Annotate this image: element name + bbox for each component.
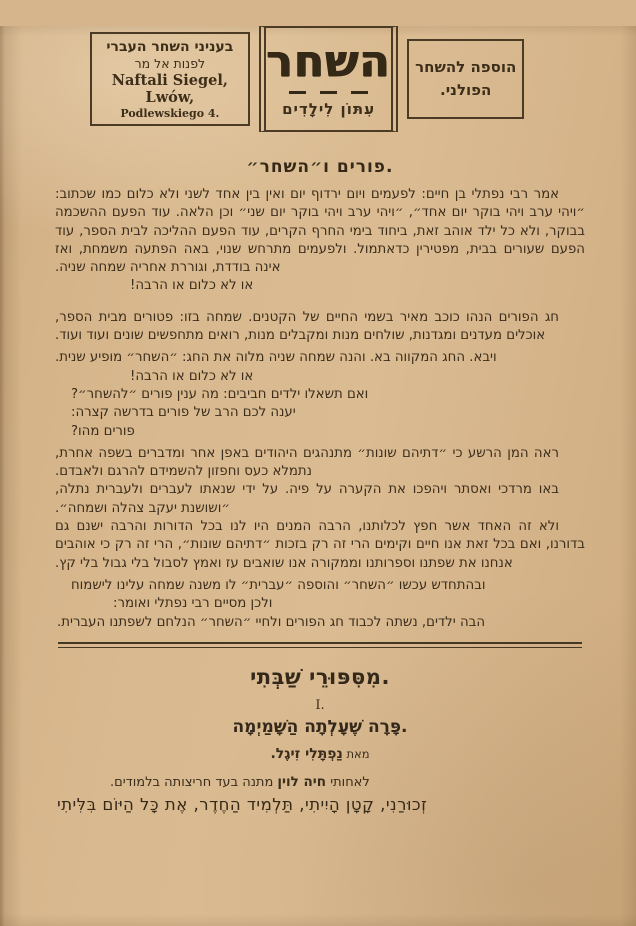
article-dialogue-line: ואם תשאלו ילדים חביבים: מה ענין פורים ״להשחר״? [71, 386, 369, 402]
dedication-prefix: לאחותי [326, 774, 370, 790]
newspaper-logo-box [259, 26, 399, 132]
supplement-note-line2: הפולני. [440, 81, 492, 99]
article-toast-line: הבה ילדים, נשתה לכבוד חג הפורים ולחיי ״השחר״ הנלחם לשפתנו העברית. [57, 614, 485, 630]
article-paragraph: ויבא. החג המקווה בא. והנה שמחה שניה מלוה את החג: ״השחר״ מופיע שנית. [55, 350, 497, 366]
article-paragraph: חג הפורים הנהו כוכב מאיר בשמי החיים של הקטנים. שמחה בזו: פטורים מבית הספר, אוכלים מעדנים ומגדנות, שולחים מנות ומקבלים מנות, רואים מתחפשים שונים ועוד ועוד. [55, 309, 559, 344]
masthead [90, 26, 524, 132]
dedication-suffix: מתנה בעד חריצותה בלמודים. [110, 774, 278, 790]
article-dialogue-line: יענה לכם הרב של פורים בדרשה קצרה: [71, 405, 296, 421]
byline-author-name: נַפְתָּלִי זִיגֶל. [270, 745, 343, 762]
article-paragraph: באו מרדכי ואסתר ויהפכו את הקערה על פיה. על ידי שנאתו לעברים ולעברית נתלה, ״ושושנת יעקב צהלה ושמחה״. [55, 482, 559, 516]
article-closing-line: ובהתחדש עכשו ״השחר״ והוספה ״עברית״ לו משנה שמחה עלינו לישמוח [71, 577, 486, 593]
scanned-newspaper-page [0, 26, 636, 926]
byline-prefix: מאת [342, 746, 370, 761]
article-paragraph: אמר רבי נפתלי בן חיים: לפעמים ויום ירדוף יום ואין בין אחד לשני ולא כלום כמו שכתוב: ״ויהי ערב ויהי בוקר יום אחד״, ״ויהי ערב ויהי בוקר יום שני״ וכן הלאה. עוד הפעם ההשכמה בבוקר, ולא כל ילד אוהב זאת, ביחוד בימי החרף הקרים, עוד הפעם ההליכה לבית הספר, עוד הפעם שעורים בבית, מפטירין כדאתמול. ולפעמים מתרחש שנוי, באה הפתעה משמחת, ואז אינה בודדת, וגוררת אחריה שמחה שניה. [55, 187, 585, 276]
dedication [55, 774, 585, 790]
section-divider-rule [58, 642, 582, 648]
article-paragraph: ראה המן הרשע כי ״דתיהם שונות״ מתנהגים היהודים באפן אחר ומדברים בשפה אחרת, נתמלא כעס וחפזון להשמידם להרגם ולאבדם. [55, 445, 559, 480]
newspaper-subtitle: עִתּוֹן לִילָדִים [282, 99, 376, 118]
article-dialogue-line: פורים מהו? [71, 423, 135, 439]
logo-underline-dashes [289, 91, 368, 94]
byline [55, 746, 585, 762]
article-paragraph: ולא זה האחד אשר חפץ לכלותנו, הרבה המנים היו לנו בכל הדורות והרבה ישנם גם בדורנו, ואם בכל זאת אנו חיים וקימים הרי זה רק בזכות ״דתיהם שונות״, הרי זה רק כי אוהבים אנחנו את שפתנו וספרותנו וממקורה אנו שואבים עז ואמץ לסבול בלי גבול בלי קץ. [55, 519, 585, 571]
story-section-title: מִסִּפּוּרֵי שַׁבְּתִי. [250, 664, 390, 689]
contact-address: Podlewskiego 4. [120, 106, 220, 120]
article-exclaim-line: או לא כלום או הרבה! [130, 368, 254, 384]
newspaper-title: השחר [266, 36, 391, 88]
article-column [55, 157, 585, 814]
story-opening-line: זְכוּרַנִי, קָטָן הָיִיתִי, תַּלְמִיד הַחֶדֶר, אֶת כָּל הַיּוֹם בִּלִּיתִי [57, 794, 428, 814]
supplement-note-line1: הוספה להשחר [415, 57, 517, 76]
story-title: פָּרָה שֶׁעָלְתָה הַשָּׁמַיְמָה. [232, 716, 408, 737]
contact-box [90, 32, 250, 126]
chapter-numeral: I. [315, 697, 325, 713]
article-title: פורים ו״השחר״. [246, 157, 394, 177]
supplement-note-box [407, 39, 524, 119]
article-exclaim-line: או לא כלום או הרבה! [130, 278, 254, 294]
contact-line2: לפנות אל מר [134, 55, 206, 71]
contact-line1: בעניני השחר העברי [106, 38, 234, 55]
contact-name: Naftali Siegel, Lwów, [111, 71, 228, 106]
dedication-name: חיה לוין [277, 773, 327, 790]
article-closing-line: ולכן מסיים רבי נפתלי ואומר: [113, 596, 273, 612]
